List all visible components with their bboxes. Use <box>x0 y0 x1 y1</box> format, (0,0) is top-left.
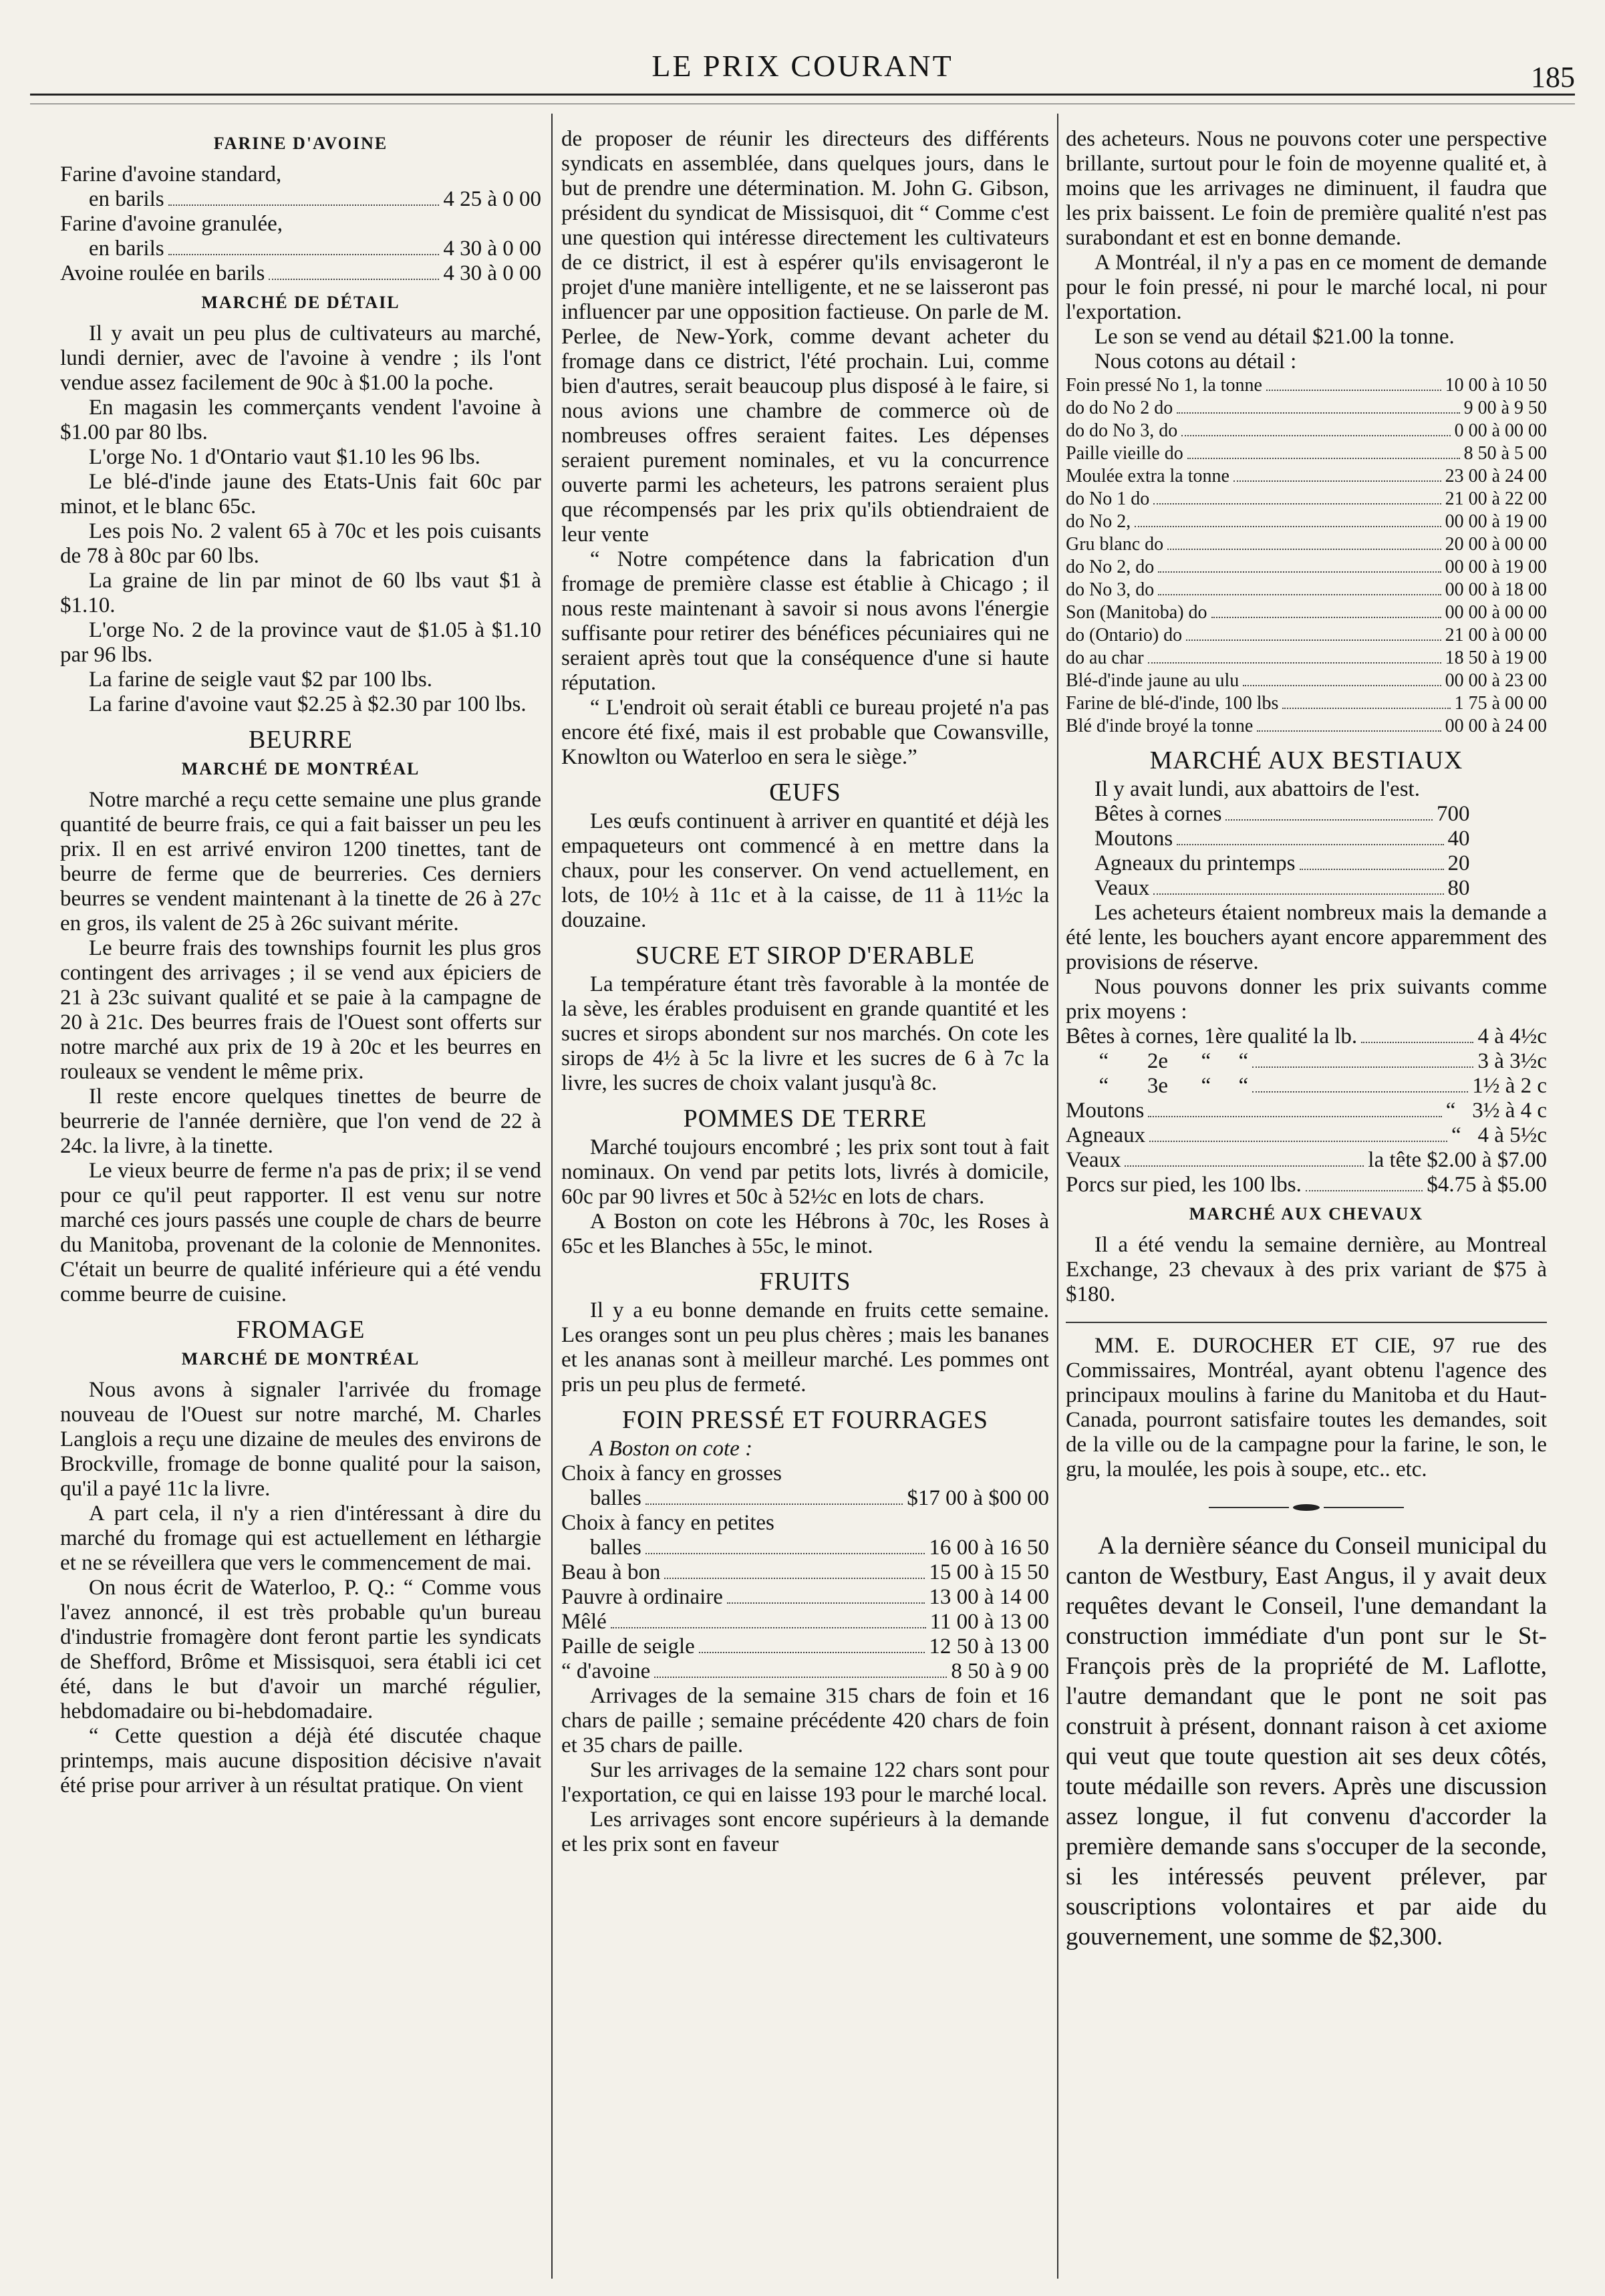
paragraph: Il y avait un peu plus de cultivateurs au marché, lundi dernier, avec de l'avoine à vendre ; ils l'ont vendue assez facilement de 90c à $1.00 la poche. <box>60 321 541 395</box>
item-label: do No 2, do <box>1066 557 1155 577</box>
section-heading-bestiaux: MARCHÉ AUX BESTIAUX <box>1149 746 1463 774</box>
paragraph: A Boston on cote : <box>589 1437 753 1461</box>
section-rule <box>1066 1322 1547 1323</box>
section-heading-fromage: FROMAGE <box>236 1316 366 1344</box>
item-value: 4 30 à 0 00 <box>443 237 541 261</box>
paragraph: A Montréal, il n'y a pas en ce moment de demande pour le foin pressé, ni pour le marché local, ni pour l'exportation. <box>1066 251 1547 324</box>
list-item <box>60 162 541 212</box>
list-item <box>561 1511 1049 1560</box>
list-item <box>1066 533 1547 556</box>
item-value: 4 30 à 0 00 <box>443 261 541 285</box>
list-item <box>1066 1099 1547 1123</box>
price-list-farine <box>60 162 541 286</box>
column-divider <box>1057 114 1058 2279</box>
item-value: 20 00 à 00 00 <box>1445 534 1547 555</box>
item-label: Bêtes à cornes <box>1094 802 1222 826</box>
paragraph: Le son se vend au détail $21.00 la tonne. <box>1094 325 1455 349</box>
item-value: “ 4 à 5½c <box>1451 1123 1547 1147</box>
item-value: 11 00 à 13 00 <box>929 1610 1049 1634</box>
column-divider <box>551 114 553 2279</box>
list-item <box>1066 1148 1547 1173</box>
item-label: Blé d'inde broyé la tonne <box>1066 716 1254 736</box>
item-label: Choix à fancy en petites <box>561 1511 774 1535</box>
item-label: “ d'avoine <box>561 1659 651 1683</box>
item-label: en barils <box>88 237 164 261</box>
paragraph: Il reste encore quelques tinettes de beurre de beurrerie de l'année dernière, que l'on vend de 22 à 24c. la livre, à la tinette. <box>60 1085 541 1158</box>
item-label: do (Ontario) do <box>1066 625 1183 645</box>
item-label: balles <box>589 1536 641 1560</box>
item-value: 12 50 à 13 00 <box>929 1634 1049 1659</box>
list-item <box>561 1585 1049 1610</box>
item-value: “ 3½ à 4 c <box>1445 1099 1547 1123</box>
price-list-foin <box>561 1461 1049 1684</box>
price-list-detail <box>1066 374 1547 738</box>
list-item <box>1066 420 1547 442</box>
column-2 <box>561 127 1049 2272</box>
item-label: Moutons <box>1066 1099 1145 1123</box>
list-item <box>1095 827 1470 851</box>
item-label: Beau à bon <box>561 1560 661 1584</box>
paragraph: Les œufs continuent à arriver en quantité et déjà les empaqueteurs ont commencé à en mettre dans la chaux, pour les conserver. On vend actuellement, en lots, de 10½ à 11c et à la caisse, de 11 à 11½c la douzaine. <box>561 809 1049 932</box>
paragraph: Nous cotons au détail : <box>1094 349 1297 374</box>
section-heading-sucre: SUCRE ET SIROP D'ERABLE <box>635 942 976 970</box>
paragraph: En magasin les commerçants vendent l'avoine à $1.00 par 80 lbs. <box>60 396 541 444</box>
section-heading-pommes: POMMES DE TERRE <box>683 1105 927 1133</box>
item-label: Paille vieille do <box>1066 443 1183 464</box>
item-value: 21 00 à 00 00 <box>1445 625 1547 645</box>
item-value: la tête $2.00 à $7.00 <box>1368 1148 1547 1172</box>
list-item <box>1066 647 1547 670</box>
list-item <box>1066 442 1547 465</box>
section-subheading: MARCHÉ DE MONTRÉAL <box>181 1349 420 1369</box>
list-item <box>60 212 541 261</box>
section-heading-oeufs: ŒUFS <box>769 778 841 807</box>
paragraph: A Boston on cote les Hébrons à 70c, les Roses à 65c et les Blanches à 55c, le minot. <box>561 1209 1049 1258</box>
column-3 <box>1066 127 1547 2272</box>
list-item <box>1066 374 1547 397</box>
item-label: balles <box>589 1486 641 1510</box>
paragraph: Il y a eu bonne demande en fruits cette semaine. Les oranges sont un peu plus chères ; mais les bananes et les ananas sont à meilleur marché. Les pommes ont pris un peu plus de fermeté. <box>561 1298 1049 1397</box>
paragraph: Sur les arrivages de la semaine 122 chars sont pour l'exportation, ce qui en laisse 193 pour le marché local. <box>561 1758 1049 1807</box>
item-value: 4 25 à 0 00 <box>443 187 541 211</box>
paragraph: La graine de lin par minot de 60 lbs vaut $1 à $1.10. <box>60 569 541 617</box>
list-item <box>1066 715 1547 738</box>
item-value: 10 00 à 10 50 <box>1445 375 1547 396</box>
list-item <box>1066 465 1547 488</box>
paragraph: L'orge No. 2 de la province vaut de $1.05 à $1.10 par 96 lbs. <box>60 618 541 667</box>
paragraph: Il a été vendu la semaine dernière, au Montreal Exchange, 23 chevaux à des prix variant de $75 à $180. <box>1066 1233 1547 1306</box>
paragraph: des acheteurs. Nous ne pouvons coter une perspective brillante, surtout pour le foin de moyenne qualité et, à moins que les arrivages ne diminuent, il faudra que les prix baissent. Le foin de première qualité n'est pas surabondant et est en bonne demande. <box>1066 127 1547 250</box>
item-value: 18 50 à 19 00 <box>1445 648 1547 668</box>
item-label: en barils <box>88 187 164 211</box>
column-1 <box>60 127 541 2272</box>
paragraph: de proposer de réunir les directeurs des différents syndicats en assemblée, dans quelques jours, dans le but de prendre une détermination. M. John G. Gibson, président du syndicat de Missisquoi, dit “ Comme c'est une question qui intéresse directement les cultivateurs de ce district, il est à espérer qu'ils envisageront le projet d'une manière intelligente, et ne se laisseront pas influencer par une opposition factieuse. On parle de M. Perlee, de New-York, comme devant acheter du fromage dans ce district, l'été prochain. Lui, comme bien d'autres, serait beaucoup plus disposé à le faire, si nous avions une chambre de commerce où de nombreuses offres seraient faites. Les dépenses seraient purement nominales, et vu la concurrence ouverte parmi les acheteurs, les patrons seraient plus que récompensés par les prix qu'ils obtiendraient de leur vente <box>561 127 1049 547</box>
newspaper-title: LE PRIX COURANT <box>651 49 954 83</box>
item-label: do do No 2 do <box>1066 398 1173 418</box>
list-item <box>1066 692 1547 715</box>
list-item <box>1066 579 1547 601</box>
item-value: 1½ à 2 c <box>1472 1074 1547 1098</box>
list-item <box>1066 601 1547 624</box>
price-list-moyens <box>1066 1024 1547 1197</box>
list-item <box>1066 624 1547 647</box>
paragraph: Arrivages de la semaine 315 chars de foin et 16 chars de paille ; semaine précédente 420 chars de foin et 35 chars de paille. <box>561 1684 1049 1757</box>
item-label: do No 3, do <box>1066 579 1155 600</box>
item-label: do No 2, <box>1066 511 1131 532</box>
paragraph: Les arrivages sont encore supérieurs à la demande et les prix sont en faveur <box>561 1808 1049 1856</box>
list-item <box>1095 876 1470 901</box>
section-heading-farine: FARINE D'AVOINE <box>213 134 388 153</box>
paragraph: Le vieux beurre de ferme n'a pas de prix; il se vend pour ce qu'il peut rapporter. Il est venu sur notre marché ces jours passés une couple de chars de beurre du Manitoba, provenant de la colonie de Mennonites. C'était un beurre de qualité inférieure qui a été vendu comme beurre de cuisine. <box>60 1159 541 1306</box>
list-item <box>1066 1049 1547 1074</box>
item-value: 00 00 à 00 00 <box>1445 602 1547 623</box>
list-item <box>1066 1123 1547 1148</box>
item-value: 1 75 à 00 00 <box>1454 693 1547 714</box>
item-value: 15 00 à 15 50 <box>929 1560 1049 1584</box>
item-label: Gru blanc do <box>1066 534 1164 555</box>
paragraph: Nous avons à signaler l'arrivée du fromage nouveau de l'Ouest sur notre marché, M. Charles Langlois a reçu une dizaine de meules des environs de Brockville, fromage de bonne qualité pour la saison, qu'il a payé 11c la livre. <box>60 1378 541 1501</box>
paragraph: L'orge No. 1 d'Ontario vaut $1.10 les 96 lbs. <box>88 445 480 469</box>
item-label: Moulée extra la tonne <box>1066 466 1229 486</box>
ornament-divider <box>1066 1494 1547 1519</box>
list-item <box>561 1461 1049 1511</box>
paragraph: “ Cette question a déjà été discutée chaque printemps, mais aucune disposition décisive n'avait été prise pour arriver à un résultat pratique. On vient <box>60 1724 541 1798</box>
item-value: 8 50 à 5 00 <box>1463 443 1547 464</box>
item-label: Veaux <box>1094 876 1150 900</box>
section-heading-foin: FOIN PRESSÉ ET FOURRAGES <box>621 1406 989 1434</box>
item-label: Mêlé <box>561 1610 607 1634</box>
price-list-bestiaux <box>1066 802 1547 901</box>
item-label: “ 3e “ “ <box>1066 1074 1249 1098</box>
item-value: 16 00 à 16 50 <box>929 1536 1049 1560</box>
paragraph: Les acheteurs étaient nombreux mais la demande a été lente, les bouchers ayant encore apparemment des provisions de réserve. <box>1066 901 1547 974</box>
item-label: Veaux <box>1066 1148 1121 1172</box>
section-heading-fruits: FRUITS <box>759 1268 851 1296</box>
item-label: Paille de seigle <box>561 1634 695 1659</box>
item-value: 3 à 3½c <box>1477 1049 1547 1073</box>
paragraph: Marché toujours encombré ; les prix sont tout à fait nominaux. On vend par petits lots, livrés à domicile, 60c par 90 livres et 50c à 52½c en lots de chars. <box>561 1135 1049 1209</box>
item-value: 00 00 à 19 00 <box>1445 557 1547 577</box>
item-label: Bêtes à cornes, 1ère qualité la lb. <box>1066 1024 1358 1048</box>
item-label: Agneaux du printemps <box>1094 851 1296 875</box>
item-value: 8 50 à 9 00 <box>951 1659 1049 1683</box>
paragraph: “ Notre compétence dans la fabrication d'un fromage de première classe est établie à Chicago ; il nous reste maintenant à savoir si nous avons l'énergie suffisante pour retirer des bénéfices pécuniaires qui ne seraient après tout que la conséquence d'une si haute réputation. <box>561 547 1049 695</box>
list-item <box>561 1634 1049 1659</box>
item-label: Farine d'avoine standard, <box>60 162 282 186</box>
header-rule <box>30 94 1575 96</box>
page-number: 185 <box>1531 61 1575 94</box>
section-heading-beurre: BEURRE <box>249 726 353 754</box>
paragraph: La farine de seigle vaut $2 par 100 lbs. <box>88 668 432 692</box>
paragraph: Les pois No. 2 valent 65 à 70c et les pois cuisants de 78 à 80c par 60 lbs. <box>60 519 541 568</box>
item-label: Moutons <box>1094 827 1173 851</box>
item-label: Agneaux <box>1066 1123 1146 1147</box>
item-label: do au char <box>1066 648 1144 668</box>
item-value: 20 <box>1447 851 1470 875</box>
item-value: 23 00 à 24 00 <box>1445 466 1547 486</box>
list-item <box>60 261 541 286</box>
item-value: $17 00 à $00 00 <box>907 1486 1049 1510</box>
paragraph: Notre marché a reçu cette semaine une plus grande quantité de beurre frais, ce qui a fait baisser un peu les prix. Il en est arrivé environ 1200 tinettes, tant de beurre de ferme que de beurreries. Ces derniers beurres se vendent maintenant à la tinette de 26 à 27c en gros, ils valent de 25 à 26c suivant mérite. <box>60 788 541 936</box>
list-item <box>1095 802 1470 827</box>
paragraph: La température étant très favorable à la montée de la sève, les érables produisent en grande quantité et les sucres et sirops abondent sur nos marchés. On cote les sirops de 4½ à 5c la livre et les sucres de 6 à 7c la livre, les sucres de choix valant jusqu'à 8c. <box>561 972 1049 1095</box>
item-label: do do No 3, do <box>1066 420 1178 441</box>
item-label: Foin pressé No 1, la tonne <box>1066 375 1262 396</box>
item-label: Farine de blé-d'inde, 100 lbs <box>1066 693 1279 714</box>
item-value: 4 à 4½c <box>1477 1024 1547 1048</box>
section-subheading: MARCHÉ DE MONTRÉAL <box>181 759 420 778</box>
item-label: Porcs sur pied, les 100 lbs. <box>1066 1173 1302 1197</box>
item-value: 9 00 à 9 50 <box>1463 398 1547 418</box>
item-value: 13 00 à 14 00 <box>929 1585 1049 1609</box>
item-value: 700 <box>1437 802 1470 826</box>
item-value: 00 00 à 23 00 <box>1445 670 1547 691</box>
item-label: do No 1 do <box>1066 488 1150 509</box>
paragraph: Il y avait lundi, aux abattoirs de l'est. <box>1094 777 1420 801</box>
item-value: 0 00 à 00 00 <box>1454 420 1547 441</box>
item-value: $4.75 à $5.00 <box>1427 1173 1547 1197</box>
item-label: Blé-d'inde jaune au ulu <box>1066 670 1239 691</box>
section-heading-chevaux: MARCHÉ AUX CHEVAUX <box>1189 1204 1424 1224</box>
list-item <box>561 1659 1049 1684</box>
list-item <box>1066 1173 1547 1197</box>
list-item <box>1066 397 1547 420</box>
paragraph: MM. E. DUROCHER ET CIE, 97 rue des Commissaires, Montréal, ayant obtenu l'agence des principaux moulins à farine du Manitoba et du Haut-Canada, pourront satisfaire toutes les demandes, soit de la ville ou de la campagne pour la farine, le son, le gru, la moulée, les pois à soupe, etc.. etc. <box>1066 1334 1547 1481</box>
list-item <box>1066 511 1547 533</box>
paragraph: La farine d'avoine vaut $2.25 à $2.30 par 100 lbs. <box>88 692 527 716</box>
detail-text <box>60 321 541 717</box>
item-value: 00 00 à 19 00 <box>1445 511 1547 532</box>
paragraph: “ L'endroit où serait établi ce bureau projeté n'a pas encore été fixé, mais il est probable que Cowansville, Knowlton ou Waterloo en sera le siège.” <box>561 696 1049 769</box>
list-item <box>561 1560 1049 1585</box>
paragraph: A part cela, il n'y a rien d'intéressant à dire du marché du fromage qui est actuellement en léthargie et ne se réveillera que vers le commencement de mai. <box>60 1501 541 1575</box>
item-label: Pauvre à ordinaire <box>561 1585 723 1609</box>
page-header <box>0 0 1605 100</box>
paragraph: A la dernière séance du Conseil municipal du canton de Westbury, East Angus, il y avait deux requêtes devant le Conseil, l'une demandant la construction immédiate d'un pont sur le St-François près de la propriété de M. Laflotte, l'autre demandant que le pont ne soit pas construit à présent, donnant raison à cet axiome qui veut que toute question ait ses deux côtés, toute médaille son revers. Après une discussion assez longue, il fut convenu d'accorder la première demande sans s'occuper de la seconde, si les intéressés peuvent prélever, par souscriptions volontaires et par aide du gouvernement, une somme de $2,300. <box>1066 1532 1547 1951</box>
list-item <box>1066 488 1547 511</box>
list-item <box>1095 851 1470 876</box>
section-heading-detail: MARCHÉ DE DÉTAIL <box>201 293 400 312</box>
paragraph: Nous pouvons donner les prix suivants comme prix moyens : <box>1066 975 1547 1024</box>
item-label: “ 2e “ “ <box>1066 1049 1249 1073</box>
item-value: 00 00 à 24 00 <box>1445 716 1547 736</box>
list-item <box>1066 1074 1547 1099</box>
item-label: Avoine roulée en barils <box>60 261 265 285</box>
item-label: Farine d'avoine granulée, <box>60 212 283 236</box>
item-value: 21 00 à 22 00 <box>1445 488 1547 509</box>
paragraph: Le blé-d'inde jaune des Etats-Unis fait 60c par minot, et le blanc 65c. <box>60 470 541 519</box>
item-label: Choix à fancy en grosses <box>561 1461 782 1485</box>
list-item <box>561 1610 1049 1634</box>
item-value: 00 00 à 18 00 <box>1445 579 1547 600</box>
list-item <box>1066 1024 1547 1049</box>
paragraph: On nous écrit de Waterloo, P. Q.: “ Comme vous l'avez annoncé, il est très probable qu'un bureau d'industrie fromagère dont feront partie les syndicats de Shefford, Brôme et Missisquoi, sera établi ici cet été, dans le but d'avoir un marché régulier, hebdomadaire ou bi-hebdomadaire. <box>60 1576 541 1723</box>
item-value: 40 <box>1447 827 1470 851</box>
list-item <box>1066 556 1547 579</box>
paragraph: Le beurre frais des townships fournit les plus gros contingent des arrivages ; il se vend aux épiciers de 21 à 23c suivant qualité et se paie à la campagne de 20 à 21c. Des beurres frais de l'Ouest sont offerts sur notre marché aux prix de 19 à 20c et les beurres en rouleaux se vendent le même prix. <box>60 936 541 1084</box>
list-item <box>1066 670 1547 692</box>
item-value: 80 <box>1447 876 1470 900</box>
item-label: Son (Manitoba) do <box>1066 602 1207 623</box>
